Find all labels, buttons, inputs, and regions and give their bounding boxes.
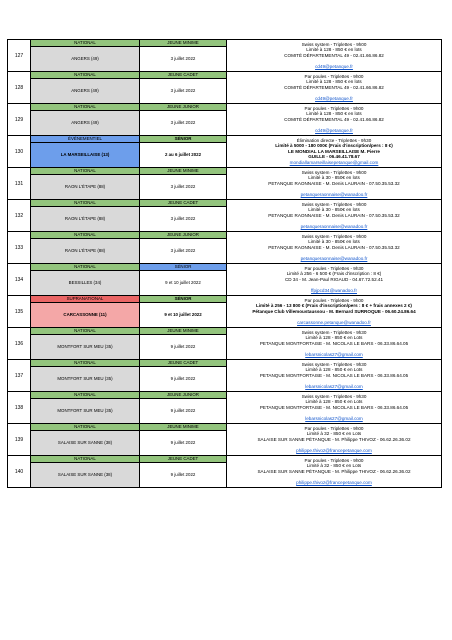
entry-header-row bbox=[8, 136, 442, 143]
details-line: SALAISE SUR SANNE PÉTANQUE - M. Philippe THIVOZ - 06.62.26.36.02 bbox=[257, 436, 411, 442]
entry-date: 9 juillet 2022 bbox=[140, 399, 227, 424]
details-line: Swiss system - Triplettes - 9h00 bbox=[301, 169, 367, 175]
entry-category: NATIONAL bbox=[31, 104, 140, 111]
entry-details bbox=[227, 104, 442, 136]
entry-number: 140 bbox=[8, 456, 31, 488]
entry-number: 133 bbox=[8, 232, 31, 264]
entry-number: 136 bbox=[8, 328, 31, 360]
entry-details bbox=[227, 264, 442, 296]
entry-header-row bbox=[8, 104, 442, 111]
details-line: Swiss system - Triplettes - 9h30 bbox=[301, 361, 367, 367]
entry-category: NATIONAL bbox=[31, 72, 140, 79]
entry-number: 138 bbox=[8, 392, 31, 424]
entry-date: 3 juillet 2022 bbox=[140, 111, 227, 136]
entry-city: SALAISE SUR SANNE (38) bbox=[31, 431, 140, 456]
contact-email-link[interactable]: petanqueraonnaise@wanadoo.fr bbox=[300, 191, 368, 197]
entry-details bbox=[227, 328, 442, 360]
entry-level: JEUNE MINIME bbox=[140, 168, 227, 175]
entry-details bbox=[227, 200, 442, 232]
entry-city: MONTFORT SUR MEU (35) bbox=[31, 335, 140, 360]
entry-header-row bbox=[8, 360, 442, 367]
entry-date: 3 juillet 2022 bbox=[140, 47, 227, 72]
details-line: Swiss system - Triplettes - 9h30 bbox=[301, 393, 367, 399]
entry-level: JEUNE MINIME bbox=[140, 328, 227, 335]
entry-city: ANGERS (49) bbox=[31, 111, 140, 136]
details-line: Limité à 256 - 13 800 € (Frais d'inscription/pers : 8 € + frais annexes 2 €) bbox=[256, 303, 412, 309]
entry-city: CARCASSONNE (11) bbox=[31, 303, 140, 328]
details-line: Par poules - Triplettes - 9h00 bbox=[304, 457, 364, 463]
details-line: Par poules - Triplettes - 9h00 bbox=[304, 105, 364, 111]
details-line: Swiss system - Triplettes - 9h00 bbox=[301, 201, 367, 207]
entry-date: 9 et 10 juillet 2022 bbox=[140, 303, 227, 328]
entry-category: NATIONAL bbox=[31, 200, 140, 207]
entry-number: 130 bbox=[8, 136, 31, 168]
entry-date: 3 juillet 2022 bbox=[140, 79, 227, 104]
entry-number: 131 bbox=[8, 168, 31, 200]
entry-city: RAON L'ÉTAPE (88) bbox=[31, 239, 140, 264]
details-line: Limité à 128 - 850 € en lots bbox=[306, 79, 362, 85]
entry-level: JEUNE CADET bbox=[140, 456, 227, 463]
entry-header-row bbox=[8, 296, 442, 303]
details-line: Swiss system - Triplettes - 9h30 bbox=[301, 329, 367, 335]
entry-date: 9 juillet 2022 bbox=[140, 335, 227, 360]
entry-category: NATIONAL bbox=[31, 168, 140, 175]
entry-header-row bbox=[8, 168, 442, 175]
details-line: PETANQUE RAONNAISE - M. Denis LAURAIN - 07.50.35.53.32 bbox=[268, 180, 400, 186]
entry-details bbox=[227, 392, 442, 424]
entry-number: 127 bbox=[8, 40, 31, 72]
details-line: Limité à 32 - 850 € en Lots bbox=[306, 463, 362, 469]
contact-email-link[interactable]: carcassonne.petanque@wanadoo.fr bbox=[297, 319, 371, 325]
contact-email-link[interactable]: lebarsnicolas27@gmail.com bbox=[305, 383, 363, 389]
details-line: Par poules - Triplettes - 9h00 bbox=[304, 73, 364, 79]
entry-city: RAON L'ÉTAPE (88) bbox=[31, 207, 140, 232]
entry-level: JEUNE CADET bbox=[140, 360, 227, 367]
details-line: Swiss system - Triplettes - 9h00 bbox=[301, 41, 367, 47]
entry-category: NATIONAL bbox=[31, 328, 140, 335]
details-line: Limité à 128 - 850 € en lots bbox=[306, 111, 362, 117]
entry-number: 129 bbox=[8, 104, 31, 136]
entry-city: MONTFORT SUR MEU (35) bbox=[31, 367, 140, 392]
entry-level: JEUNE CADET bbox=[140, 200, 227, 207]
entry-date: 3 juillet 2022 bbox=[140, 207, 227, 232]
competition-calendar-sheet bbox=[7, 39, 441, 488]
entry-details bbox=[227, 40, 442, 72]
contact-email-link[interactable]: cd49@petanque.fr bbox=[315, 127, 353, 133]
details-line: PETANQUE RAONNAISE - M. Denis LAURAIN - 07.50.35.53.32 bbox=[268, 212, 400, 218]
entry-city: RAON L'ÉTAPE (88) bbox=[31, 175, 140, 200]
contact-email-link[interactable]: mondiallamarseillaisepetanque@gmail.com bbox=[289, 159, 379, 165]
details-line: Swiss system - Triplettes - 9h00 bbox=[301, 233, 367, 239]
entry-level: SÉNIOR bbox=[140, 264, 227, 271]
entry-category: NATIONAL bbox=[31, 232, 140, 239]
details-line: COMITÉ DÉPARTEMENTAL 49 - 02.41.66.86.82 bbox=[284, 52, 384, 58]
contact-email-link[interactable]: lebarsnicolas27@gmail.com bbox=[305, 415, 363, 421]
entry-category: NATIONAL bbox=[31, 392, 140, 399]
details-line: PETANQUE MONTFORTAISE - M. NICOLAS LE BARS - 06.33.86.64.05 bbox=[259, 372, 409, 378]
entry-date: 3 juillet 2022 bbox=[140, 239, 227, 264]
entry-details bbox=[227, 296, 442, 328]
entry-header-row bbox=[8, 424, 442, 431]
entry-header-row bbox=[8, 40, 442, 47]
entry-city: LA MARSEILLAISE (13) bbox=[31, 143, 140, 168]
entry-level: JEUNE JUNIOR bbox=[140, 392, 227, 399]
entry-number: 135 bbox=[8, 296, 31, 328]
entry-level: JEUNE MINIME bbox=[140, 40, 227, 47]
entry-level: JEUNE JUNIOR bbox=[140, 232, 227, 239]
contact-email-link[interactable]: cd49@petanque.fr bbox=[315, 95, 353, 101]
entry-details bbox=[227, 456, 442, 488]
entry-number: 132 bbox=[8, 200, 31, 232]
contact-email-link[interactable]: petanqueraonnaise@wanadoo.fr bbox=[300, 223, 368, 229]
details-line: COMITÉ DÉPARTEMENTAL 49 - 02.41.66.86.82 bbox=[284, 84, 384, 90]
entry-details bbox=[227, 168, 442, 200]
contact-email-link[interactable]: petanqueraonnaise@wanadoo.fr bbox=[300, 255, 368, 261]
details-line: Élimination directe - Triplettes - 9h30 bbox=[296, 137, 372, 143]
entry-date: 3 juillet 2022 bbox=[140, 175, 227, 200]
entry-city: BESSILLES (34) bbox=[31, 271, 140, 296]
details-line: Limité à 30 - 850€ en lots bbox=[308, 207, 360, 213]
entry-details bbox=[227, 424, 442, 456]
contact-email-link[interactable]: ffpjpcd34@wanadoo.fr bbox=[311, 287, 357, 293]
entry-city: ANGERS (49) bbox=[31, 79, 140, 104]
entry-details bbox=[227, 136, 442, 168]
entry-header-row bbox=[8, 232, 442, 239]
entry-header-row bbox=[8, 264, 442, 271]
entry-date: 9 et 10 juillet 2022 bbox=[140, 271, 227, 296]
contact-email-link[interactable]: philippe.thivoz@francepetanque.com bbox=[296, 479, 372, 485]
entry-category: NATIONAL bbox=[31, 264, 140, 271]
contact-email-link[interactable]: philippe.thivoz@francepetanque.com bbox=[296, 447, 372, 453]
entry-level: SÉNIOR bbox=[140, 136, 227, 143]
entry-number: 139 bbox=[8, 424, 31, 456]
details-line: PETANQUE MONTFORTAISE - M. NICOLAS LE BARS - 06.33.86.64.05 bbox=[259, 404, 409, 410]
details-line: PETANQUE MONTFORTAISE - M. NICOLAS LE BARS - 06.33.86.64.05 bbox=[259, 340, 409, 346]
details-line: Limité à 128 - 850 € en Lots bbox=[305, 335, 363, 341]
details-line: Limité à 30 - 850€ en lots bbox=[308, 175, 360, 181]
details-line: PETANQUE RAONNAISE - M. Denis LAURAIN - 07.50.35.53.32 bbox=[268, 244, 400, 250]
entry-header-row bbox=[8, 392, 442, 399]
entry-details bbox=[227, 232, 442, 264]
details-line: COMITÉ DÉPARTEMENTAL 49 - 02.41.66.86.82 bbox=[284, 116, 384, 122]
entry-date: 9 juillet 2022 bbox=[140, 367, 227, 392]
entry-header-row bbox=[8, 456, 442, 463]
entry-category: NATIONAL bbox=[31, 424, 140, 431]
details-line: Limité à 128 - 850 € en lots bbox=[306, 47, 362, 53]
entry-city: SALAISE SUR SANNE (38) bbox=[31, 463, 140, 488]
competition-table bbox=[7, 39, 442, 488]
entry-city: ANGERS (49) bbox=[31, 47, 140, 72]
details-line: Limité à 256 - 6 500 € (Frais d'inscription : 8 €) bbox=[286, 271, 382, 277]
entry-category: ÉVÉNEMENTIEL bbox=[31, 136, 140, 143]
entry-number: 134 bbox=[8, 264, 31, 296]
entry-category: SUPRANATIONAL bbox=[31, 296, 140, 303]
contact-email-link[interactable]: cd49@petanque.fr bbox=[315, 63, 353, 69]
entry-category: NATIONAL bbox=[31, 456, 140, 463]
details-line: GUILLE - 06.46.41.78.67 bbox=[308, 154, 360, 160]
entry-date: 9 juillet 2022 bbox=[140, 431, 227, 456]
entry-level: JEUNE MINIME bbox=[140, 424, 227, 431]
details-line: Limité à 5000 - 180 000€ (Frais d'inscription/pers : 8 €) bbox=[275, 143, 393, 149]
details-line: Par poules - Triplettes - 9h00 bbox=[304, 425, 364, 431]
entry-details bbox=[227, 360, 442, 392]
details-line: SALAISE SUR SANNE PÉTANQUE - M. Philippe THIVOZ - 06.62.26.36.02 bbox=[257, 468, 411, 474]
entry-city: MONTFORT SUR MEU (35) bbox=[31, 399, 140, 424]
details-line: CD 34 - M. Jean-Paul RIGAUD - 04.67.72.52.41 bbox=[284, 276, 384, 282]
entry-number: 128 bbox=[8, 72, 31, 104]
details-line: Limité à 32 - 850 € en Lots bbox=[306, 431, 362, 437]
details-line: LE MONDIAL LA MARSEILLAISE M. Pierre bbox=[288, 148, 380, 154]
entry-category: NATIONAL bbox=[31, 40, 140, 47]
entry-date: 2 au 6 juillet 2022 bbox=[140, 143, 227, 168]
entry-category: NATIONAL bbox=[31, 360, 140, 367]
entry-details bbox=[227, 72, 442, 104]
entry-date: 9 juillet 2022 bbox=[140, 463, 227, 488]
contact-email-link[interactable]: lebarsnicolas27@gmail.com bbox=[305, 351, 363, 357]
entry-header-row bbox=[8, 72, 442, 79]
entry-level: JEUNE CADET bbox=[140, 72, 227, 79]
details-line: Limité à 128 - 850 € en Lots bbox=[305, 399, 363, 405]
details-line: Limité à 128 - 850 € en Lots bbox=[305, 367, 363, 373]
details-line: Limité à 30 - 850€ en lots bbox=[308, 239, 360, 245]
entry-level: JEUNE JUNIOR bbox=[140, 104, 227, 111]
entry-header-row bbox=[8, 200, 442, 207]
entry-level: SÉNIOR bbox=[140, 296, 227, 303]
details-line: Par poules - Triplettes - 9h00 bbox=[304, 297, 364, 303]
details-line: Par poules - Triplettes - 9h30 bbox=[304, 265, 364, 271]
entry-number: 137 bbox=[8, 360, 31, 392]
entry-header-row bbox=[8, 328, 442, 335]
details-line: Pétanque Club Villemoustaussou - M. Bernard SURROQUE - 06.60.24.86.64 bbox=[252, 308, 416, 314]
